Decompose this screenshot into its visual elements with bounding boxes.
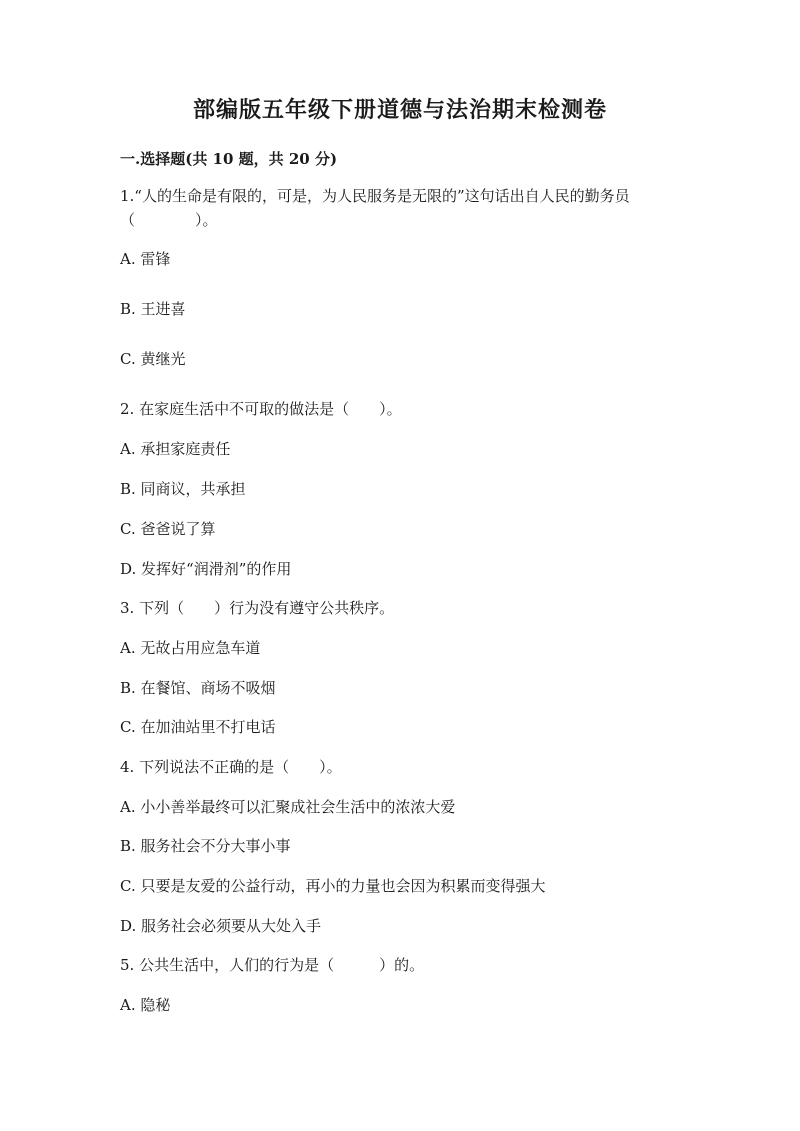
section-heading: 一.选择题(共 10 题，共 20 分) (120, 150, 338, 168)
exam-title: 部编版五年级下册道德与法治期末检测卷 (192, 97, 607, 123)
question-5-stem: 5. 公共生活中，人们的行为是（ ）的。 (120, 956, 425, 974)
question-1-option-a: A. 雷锋 (120, 250, 171, 268)
question-4-option-b: B. 服务社会不分大事小事 (120, 837, 291, 855)
question-4-option-c: C. 只要是友爱的公益行动，再小的力量也会因为积累而变得强大 (120, 877, 546, 895)
question-3-option-a: A. 无故占用应急车道 (120, 639, 261, 657)
question-2-stem: 2. 在家庭生活中不可取的做法是（ ）。 (120, 400, 402, 418)
question-2-option-a: A. 承担家庭责任 (120, 440, 231, 458)
question-2-option-b: B. 同商议，共承担 (120, 480, 246, 498)
question-1-option-c: C. 黄继光 (120, 350, 186, 368)
question-2-option-c: C. 爸爸说了算 (120, 520, 216, 538)
question-3-option-c: C. 在加油站里不打电话 (120, 718, 276, 736)
question-1-option-b: B. 王进喜 (120, 300, 186, 318)
question-5-option-a: A. 隐秘 (120, 996, 171, 1014)
question-1-stem: 1.“人的生命是有限的，可是，为人民服务是无限的”这句话出自人民的勤务员（ ）。 (120, 187, 630, 229)
question-4-option-d: D. 服务社会必须要从大处入手 (120, 917, 322, 935)
question-4-option-a: A. 小小善举最终可以汇聚成社会生活中的浓浓大爱 (120, 798, 456, 816)
question-3-stem: 3. 下列（ ）行为没有遵守公共秩序。 (120, 599, 395, 617)
question-4-stem: 4. 下列说法不正确的是（ ）。 (120, 758, 342, 776)
question-2-option-d: D. 发挥好“润滑剂”的作用 (120, 560, 292, 578)
question-3-option-b: B. 在餐馆、商场不吸烟 (120, 679, 276, 697)
